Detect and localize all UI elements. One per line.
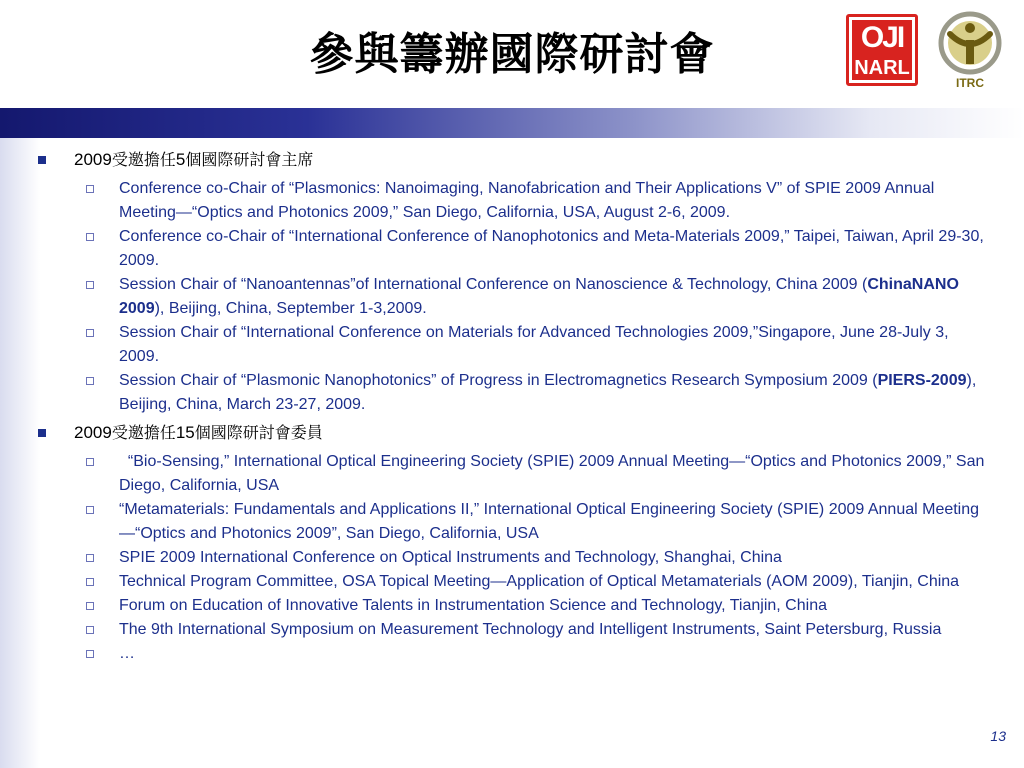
- hollow-square-bullet-icon: [86, 626, 94, 634]
- item-text-bold: PIERS-2009: [877, 372, 967, 389]
- narl-logo-text: NARL: [852, 56, 912, 80]
- page-number: 13: [990, 728, 1006, 744]
- committee-list: [36, 450, 992, 666]
- hollow-square-bullet-icon: [86, 506, 94, 514]
- itrc-emblem-icon: [928, 10, 1012, 76]
- hollow-square-bullet-icon: [86, 185, 94, 193]
- hollow-square-bullet-icon: [86, 233, 94, 241]
- list-item: [36, 570, 992, 594]
- hollow-square-bullet-icon: [86, 377, 94, 385]
- item-text-pre: Session Chair of “Plasmonic Nanophotonics” of Progress in Electromagnetics Research Symposium 2009 (: [119, 372, 878, 389]
- heading-text-a: 受邀擔任: [111, 423, 176, 442]
- item-text: “Metamaterials: Fundamentals and Applications II,” International Optical Engineering Society (SPIE) 2009 Annual Meeting—“Optics and Photonics 2009”, San Diego, California, USA: [119, 501, 980, 542]
- item-text: Technical Program Committee, OSA Topical Meeting—Application of Optical Metamaterials (AOM 2009), Tianjin, China: [119, 573, 960, 590]
- hollow-square-bullet-icon: [86, 458, 94, 466]
- item-text-pre: Session Chair of “Nanoantennas”of International Conference on Nanoscience & Technology, China 2009 (: [119, 276, 868, 293]
- item-text: The 9th International Symposium on Measurement Technology and Intelligent Instruments, Saint Petersburg, Russia: [119, 621, 942, 638]
- hollow-square-bullet-icon: [86, 602, 94, 610]
- hollow-square-bullet-icon: [86, 578, 94, 586]
- title-divider-bar: [0, 108, 1024, 138]
- itrc-logo-text: ITRC: [956, 76, 984, 90]
- list-item: [36, 642, 992, 666]
- heading-year: 2009: [74, 150, 112, 169]
- slide-content: [36, 146, 992, 670]
- item-text-bold: ChinaNANO 2009: [119, 276, 959, 317]
- list-item: [36, 546, 992, 570]
- list-item: [36, 594, 992, 618]
- item-text: “Bio-Sensing,” International Optical Engineering Society (SPIE) 2009 Annual Meeting—“Optics and Photonics 2009,” San Diego, California, USA: [119, 453, 989, 494]
- heading-text-a: 受邀擔任: [111, 150, 176, 169]
- heading-text-b: 個國際研討會委員: [194, 423, 323, 442]
- list-item: [36, 618, 992, 642]
- list-item: [36, 177, 992, 225]
- heading-year: 2009: [74, 423, 112, 442]
- list-item: [36, 369, 992, 417]
- square-bullet-icon: [38, 156, 46, 164]
- left-gradient: [0, 138, 40, 768]
- section-heading-chair: [36, 148, 992, 172]
- item-text: SPIE 2009 International Conference on Optical Instruments and Technology, Shanghai, China: [119, 549, 782, 566]
- square-bullet-icon: [38, 429, 46, 437]
- slide-title: 參與籌辦國際研討會: [309, 29, 715, 80]
- narl-logo-mark: OJI: [852, 20, 912, 56]
- hollow-square-bullet-icon: [86, 650, 94, 658]
- item-text: Conference co-Chair of “Plasmonics: Nanoimaging, Nanofabrication and Their Applications V” of SPIE 2009 Annual Meeting—“Optics and Photonics 2009,” San Diego, California, USA, August 2-6, 2009.: [119, 180, 935, 221]
- item-text: Session Chair of “International Conference on Materials for Advanced Technologies 2009,”Singapore, June 28-July 3, 2009.: [119, 324, 949, 365]
- hollow-square-bullet-icon: [86, 329, 94, 337]
- heading-count: 15: [175, 423, 195, 442]
- item-text: …: [119, 645, 135, 662]
- item-text-post: ), Beijing, China, March 23-27, 2009.: [119, 372, 977, 413]
- list-item: [36, 273, 992, 321]
- narl-logo: [846, 14, 918, 86]
- chair-list: [36, 177, 992, 417]
- item-text: Forum on Education of Innovative Talents in Instrumentation Science and Technology, Tianjin, China: [119, 597, 827, 614]
- heading-text-b: 個國際研討會主席: [185, 150, 314, 169]
- list-item: [36, 321, 992, 369]
- heading-count: 5: [175, 150, 186, 169]
- hollow-square-bullet-icon: [86, 281, 94, 289]
- list-item: [36, 498, 992, 546]
- hollow-square-bullet-icon: [86, 554, 94, 562]
- list-item: [36, 450, 992, 498]
- item-text-post: ), Beijing, China, September 1-3,2009.: [154, 300, 427, 317]
- section-heading-committee: [36, 421, 992, 445]
- list-item: [36, 225, 992, 273]
- itrc-logo: [928, 10, 1012, 90]
- item-text: Conference co-Chair of “International Conference of Nanophotonics and Meta-Materials 2009,” Taipei, Taiwan, April 29-30, 2009.: [119, 228, 984, 269]
